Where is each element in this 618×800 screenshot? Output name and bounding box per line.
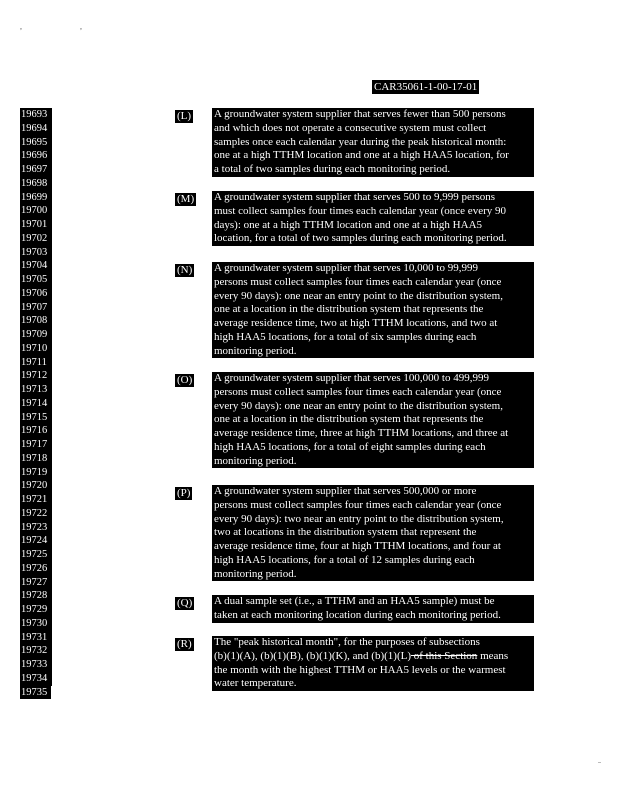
line-number: 19694: [20, 122, 52, 136]
paragraph-text: [212, 595, 534, 623]
line-number: 19719: [20, 466, 52, 480]
paragraph-text: [212, 262, 534, 358]
text-line: every 90 days): two near an entry point to the distribution system,: [214, 512, 504, 525]
paragraph-letter: (M): [177, 193, 195, 205]
line-number: 19707: [20, 301, 52, 315]
line-number: 19703: [20, 246, 52, 260]
line-number: 19711: [20, 356, 52, 370]
paragraph-letter: (N): [177, 264, 193, 276]
paragraph-letter: (L): [177, 110, 192, 122]
text-line: a total of two samples during each monitoring period.: [214, 163, 451, 175]
text-line: every 90 days): one near an entry point to the distribution system,: [214, 399, 503, 412]
line-number: 19710: [20, 342, 52, 356]
line-number: 19699: [20, 191, 52, 205]
paragraph-text: [212, 372, 534, 468]
line-number: 19698: [20, 177, 52, 191]
text-line: must collect samples four times each calendar year (once every 90: [214, 204, 506, 217]
text-line: and which does not operate a consecutive system must collect: [214, 121, 487, 134]
paragraph-text: [212, 485, 534, 581]
line-number: 19717: [20, 438, 52, 452]
text-line: every 90 days): one near an entry point to the distribution system,: [214, 289, 503, 302]
text-line: the month with the highest TTHM or HAA5 levels or the warmest: [214, 663, 506, 676]
line-number: 19700: [20, 204, 52, 218]
text-line: A groundwater system supplier that serves 500 to 9,999 persons: [214, 191, 496, 203]
text-line: [212, 650, 534, 664]
text-line: average residence time, two at high TTHM locations, and two at: [214, 317, 498, 329]
line-number: 19732: [20, 644, 52, 658]
paragraph-letter: (R): [177, 638, 192, 650]
text-line: samples once each calendar year during the peak historical month:: [214, 135, 507, 148]
line-number: 19726: [20, 562, 52, 576]
line-number: 19725: [20, 548, 52, 562]
text-line: average residence time, four at high TTHM locations, and four at: [214, 540, 501, 552]
line-number: 19706: [20, 287, 52, 301]
text-line: monitoring period.: [214, 454, 297, 467]
line-number: 19713: [20, 383, 52, 397]
paragraph-letter: (P): [177, 487, 191, 499]
text-line: monitoring period.: [214, 567, 297, 580]
line-number: 19722: [20, 507, 52, 521]
line-number: 19709: [20, 328, 52, 342]
line-number: 19705: [20, 273, 52, 287]
text-line: persons must collect samples four times each calendar year (once: [214, 275, 502, 288]
text-line: location, for a total of two samples during each monitoring period.: [214, 232, 507, 245]
text-line: days): one at a high TTHM location and one at a high HAA5: [214, 218, 483, 231]
line-number: 19729: [20, 603, 52, 617]
text-line: one at a location in the distribution system that represents the: [214, 303, 484, 316]
line-number: 19695: [20, 136, 52, 150]
text-line: persons must collect samples four times each calendar year (once: [214, 385, 502, 398]
text-line: A groundwater system supplier that serves fewer than 500 persons: [214, 108, 506, 120]
text-line: taken at each monitoring location during each monitoring period.: [214, 608, 501, 621]
line-number: 19701: [20, 218, 52, 232]
text-line: high HAA5 locations, for a total of six samples during each: [214, 330, 477, 343]
text-line: water temperature.: [214, 677, 297, 690]
line-number: 19731: [20, 631, 52, 645]
line-number: 19708: [20, 314, 52, 328]
line-number: 19730: [20, 617, 52, 631]
scan-dot: [598, 762, 601, 763]
line-number: 19712: [20, 369, 52, 383]
line-number: 19723: [20, 521, 52, 535]
text-line: one at a high TTHM location and one at a high HAA5 location, for: [214, 149, 509, 162]
line-number: 19714: [20, 397, 52, 411]
text-line: The "peak historical month", for the purposes of subsections: [214, 636, 480, 648]
text-line: high HAA5 locations, for a total of 12 samples during each: [214, 553, 475, 566]
line-number: 19716: [20, 424, 52, 438]
paragraph-text: [212, 108, 534, 177]
document-id-header: CAR35061-1-00-17-01: [374, 81, 478, 93]
line-number-column: [20, 108, 52, 699]
line-number: 19734: [20, 672, 52, 686]
line-number: 19704: [20, 259, 52, 273]
paragraph-letter: (Q): [177, 597, 193, 609]
text-line: one at a location in the distribution system that represents the: [214, 413, 484, 426]
line-number: 19696: [20, 149, 52, 163]
line-number: 19727: [20, 576, 52, 590]
text-line: A groundwater system supplier that serves 100,000 to 499,999: [214, 372, 489, 384]
line-number: 19724: [20, 534, 52, 548]
paragraph-text: [212, 636, 534, 691]
paragraph-letter: (O): [177, 374, 193, 386]
paragraph-text: [212, 191, 534, 246]
line-number: 19715: [20, 411, 52, 425]
text-line: high HAA5 locations, for a total of eight samples during each: [214, 440, 486, 453]
text-line: A dual sample set (i.e., a TTHM and an HAA5 sample) must be: [214, 595, 495, 607]
text-line: persons must collect samples four times each calendar year (once: [214, 498, 502, 511]
text-line: monitoring period.: [214, 344, 297, 357]
text-line: A groundwater system supplier that serves 10,000 to 99,999: [214, 262, 478, 274]
line-number: 19718: [20, 452, 52, 466]
text-line: average residence time, three at high TTHM locations, and three at: [214, 427, 509, 439]
text-line: A groundwater system supplier that serves 500,000 or more: [214, 485, 477, 497]
line-number: 19697: [20, 163, 52, 177]
line-number: 19728: [20, 589, 52, 603]
line-number: 19733: [20, 658, 52, 672]
line-number: 19702: [20, 232, 52, 246]
line-number: 19693: [20, 108, 52, 122]
text-line: two at locations in the distribution system that represent the: [214, 526, 477, 539]
text-line-end: means: [477, 649, 509, 662]
line-number: 19735: [20, 686, 51, 700]
line-number: 19720: [20, 479, 52, 493]
text-line-start: (b)(1)(A), (b)(1)(B), (b)(1)(K), and (b)(1)(L): [214, 649, 411, 662]
scan-specks: , ,: [20, 22, 110, 31]
struck-text: of this Section: [411, 649, 478, 662]
line-number: 19721: [20, 493, 52, 507]
